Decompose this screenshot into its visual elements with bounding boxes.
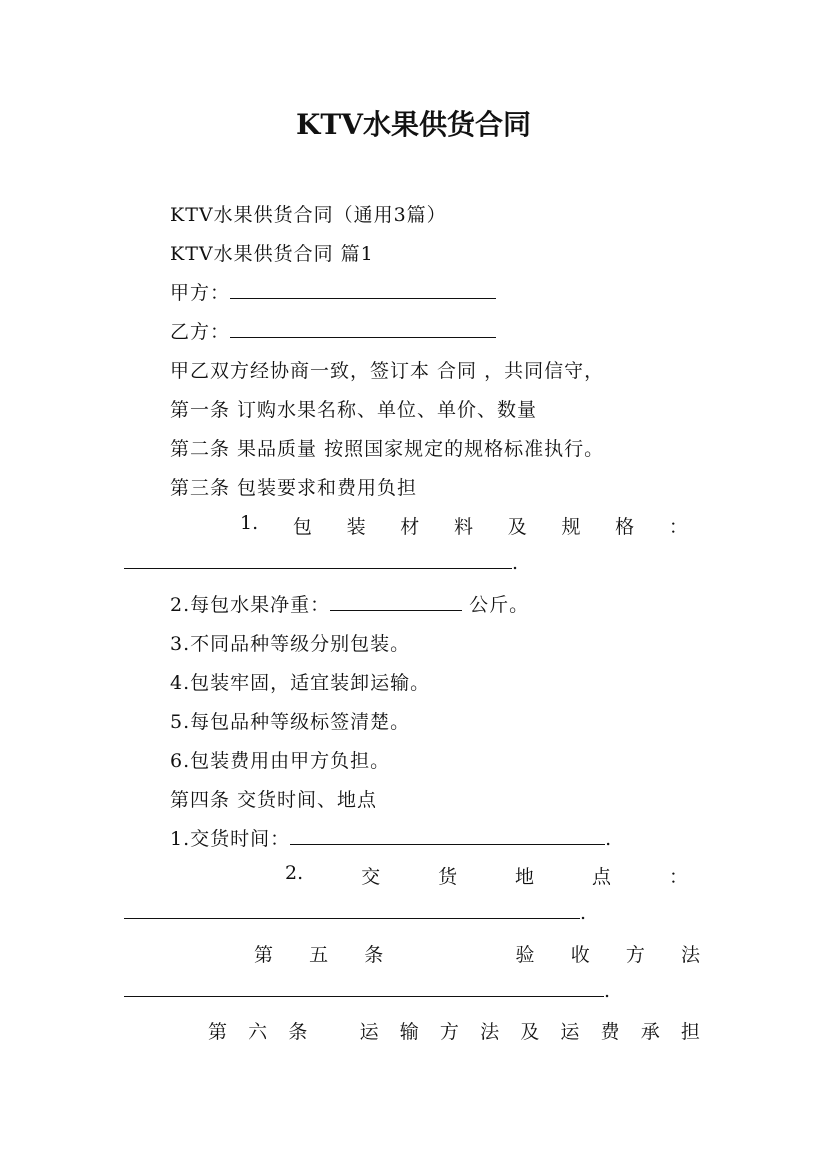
packaging-material-blank-line	[124, 550, 518, 574]
token: 交	[361, 866, 381, 888]
token: 方	[625, 944, 645, 966]
token: 及	[507, 516, 527, 538]
token: 货	[438, 866, 458, 888]
subtitle: KTV水果供货合同（通用3篇）	[170, 204, 447, 226]
token: 地	[515, 866, 535, 888]
token: 运	[560, 1021, 580, 1043]
token: 规	[561, 516, 581, 538]
token: 1.	[240, 512, 259, 534]
token: 收	[570, 944, 590, 966]
delivery-place-label	[285, 862, 688, 889]
token: 条	[364, 944, 384, 966]
article-6-label	[208, 1017, 700, 1044]
part-heading: KTV水果供货合同 篇1	[170, 243, 374, 265]
delivery-place-blank-line	[124, 900, 586, 924]
period: .	[605, 828, 613, 850]
packaging-material-blank[interactable]	[124, 550, 512, 569]
gap	[419, 940, 479, 967]
item-2-unit: 公斤。	[462, 594, 530, 616]
item-5: 5.每包品种等级标签清楚。	[170, 711, 411, 733]
article-1: 第一条 订购水果名称、单位、单价、数量	[170, 399, 538, 421]
item-2-line	[170, 590, 529, 617]
token: 2.	[285, 862, 304, 884]
item-2-label: 2.每包水果净重：	[170, 594, 331, 616]
period: .	[580, 902, 587, 924]
token: 条	[288, 1021, 308, 1043]
party-b-line	[170, 317, 496, 344]
article-4: 第四条 交货时间、地点	[170, 789, 378, 811]
token: 格	[615, 516, 635, 538]
token: 第	[208, 1021, 228, 1043]
agreement-text: 甲乙双方经协商一致，签订本 合同 ，共同信守，	[170, 360, 605, 382]
packaging-material-label	[240, 512, 688, 539]
item-6: 6.包装费用由甲方负担。	[170, 750, 391, 772]
token: 料	[454, 516, 474, 538]
token: 担	[680, 1021, 700, 1043]
period: .	[604, 980, 611, 1002]
item-4: 4.包装牢固，适宜装卸运输。	[170, 672, 431, 694]
token: 费	[600, 1021, 620, 1043]
token: 包	[292, 516, 312, 538]
party-a-line	[170, 278, 496, 305]
document-title: KTV水果供货合同	[296, 108, 531, 141]
party-b-label: 乙方：	[170, 321, 231, 343]
delivery-time-label: 1.交货时间：	[170, 828, 291, 850]
token: ：	[668, 516, 688, 538]
item-3: 3.不同品种等级分别包装。	[170, 633, 411, 655]
token: 及	[520, 1021, 540, 1043]
token: 法	[480, 1021, 500, 1043]
token: 六	[248, 1021, 268, 1043]
article-2: 第二条 果品质量 按照国家规定的规格标准执行。	[170, 438, 605, 460]
token: 输	[399, 1021, 419, 1043]
delivery-place-blank[interactable]	[124, 900, 580, 919]
inspection-method-blank[interactable]	[124, 978, 604, 997]
token: 承	[640, 1021, 660, 1043]
delivery-time-blank[interactable]	[290, 826, 605, 845]
token: 点	[592, 866, 612, 888]
period: .	[512, 552, 519, 574]
token: 运	[359, 1021, 379, 1043]
token: 材	[400, 516, 420, 538]
article-5-label	[254, 940, 700, 967]
article-3: 第三条 包装要求和费用负担	[170, 477, 418, 499]
net-weight-blank[interactable]	[330, 592, 462, 611]
token: 验	[515, 944, 535, 966]
token: 五	[309, 944, 329, 966]
party-b-blank[interactable]	[230, 319, 496, 338]
inspection-method-blank-line	[124, 978, 610, 1002]
party-a-blank[interactable]	[230, 280, 496, 299]
token: 装	[346, 516, 366, 538]
delivery-time-line	[170, 824, 612, 851]
party-a-label: 甲方：	[170, 282, 231, 304]
token: 方	[439, 1021, 459, 1043]
token: ：	[668, 866, 688, 888]
token: 第	[254, 944, 274, 966]
gap	[328, 1017, 338, 1044]
token: 法	[680, 944, 700, 966]
